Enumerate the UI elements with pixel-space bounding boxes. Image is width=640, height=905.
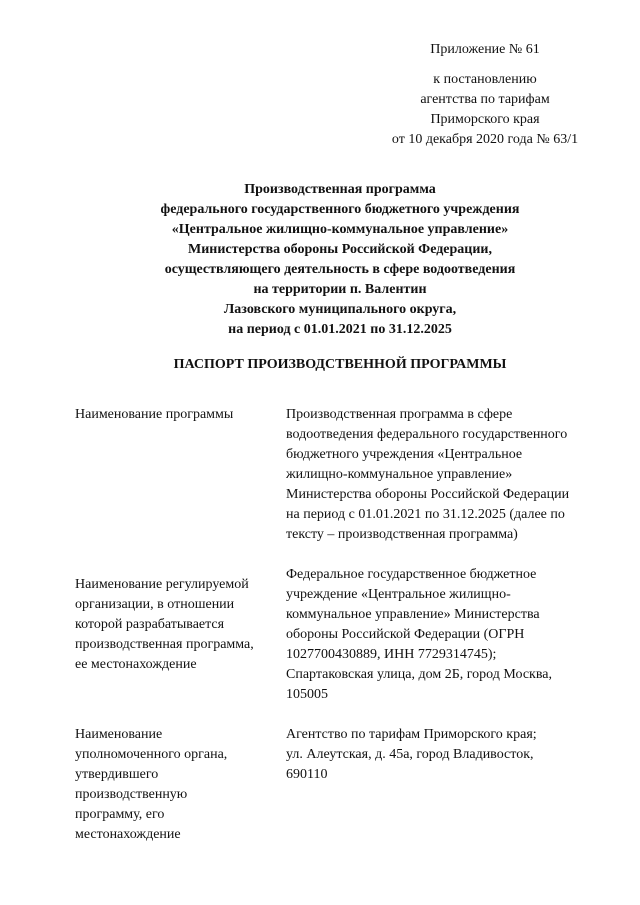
row-label-line: Наименование программы [75,407,234,422]
row-value-line: тексту – производственная программа) [286,527,518,542]
row-label-line: утвердившего [75,767,159,782]
appendix-line: Приморского края [430,112,540,127]
row-label-line: уполномоченного органа, [75,747,228,762]
row-value-line: 690110 [286,767,328,782]
row-label-line: производственную [75,787,188,802]
row-value-line: учреждение «Центральное жилищно- [286,587,511,602]
row-label-line: программу, его [75,807,165,822]
row-label [75,575,275,675]
row-value-line: обороны Российской Федерации (ОГРН [286,627,525,642]
row-value-line: 1027700430889, ИНН 7729314745); [286,647,497,662]
row-label-line: ее местонахождение [75,657,197,672]
row-value-line: коммунальное управление» Министерства [286,607,540,622]
appendix-gap [370,60,600,70]
title-line: Лазовского муниципального округа, [223,302,457,317]
appendix-block [370,40,600,150]
appendix-number: Приложение № 61 [430,42,540,57]
row-value [286,565,606,705]
title-line: на период с 01.01.2021 по 31.12.2025 [228,322,452,337]
row-label [75,725,275,845]
row-label-line: Наименование [75,727,163,742]
appendix-line: агентства по тарифам [420,92,550,107]
row-label-line: производственная программа, [75,637,254,652]
row-value-line: Производственная программа в сфере [286,407,513,422]
row-label [75,405,275,425]
row-value-line: Федеральное государственное бюджетное [286,567,537,582]
row-value [286,405,606,545]
row-value-line: ул. Алеутская, д. 45а, город Владивосток, [286,747,534,762]
row-value-line: жилищно-коммунальное управление» [286,467,513,482]
document-title [80,180,600,340]
row-value-line: Агентство по тарифам Приморского края; [286,727,537,742]
row-label-line: местонахождение [75,827,181,842]
row-value [286,725,606,785]
title-line: на территории п. Валентин [253,282,427,297]
passport-heading: ПАСПОРТ ПРОИЗВОДСТВЕННОЙ ПРОГРАММЫ [173,357,507,372]
appendix-line: к постановлению [433,72,537,87]
row-label-line: которой разрабатывается [75,617,225,632]
row-value-line: Министерства обороны Российской Федерации [286,487,570,502]
row-label-line: организации, в отношении [75,597,235,612]
title-line: «Центральное жилищно-коммунальное управление» [171,222,509,237]
row-label-line: Наименование регулируемой [75,577,249,592]
title-line: Министерства обороны Российской Федерации, [187,242,492,257]
row-value-line: 105005 [286,687,328,702]
row-value-line: на период с 01.01.2021 по 31.12.2025 (далее по [286,507,565,522]
row-value-line: водоотведения федерального государственного [286,427,568,442]
title-line: федерального государственного бюджетного учреждения [160,202,520,217]
title-line: Производственная программа [244,182,436,197]
row-value-line: Спартаковская улица, дом 2Б, город Москва, [286,667,552,682]
appendix-line: от 10 декабря 2020 года № 63/1 [391,132,579,147]
title-line: осуществляющего деятельность в сфере водоотведения [164,262,516,277]
row-value-line: бюджетного учреждения «Центральное [286,447,523,462]
